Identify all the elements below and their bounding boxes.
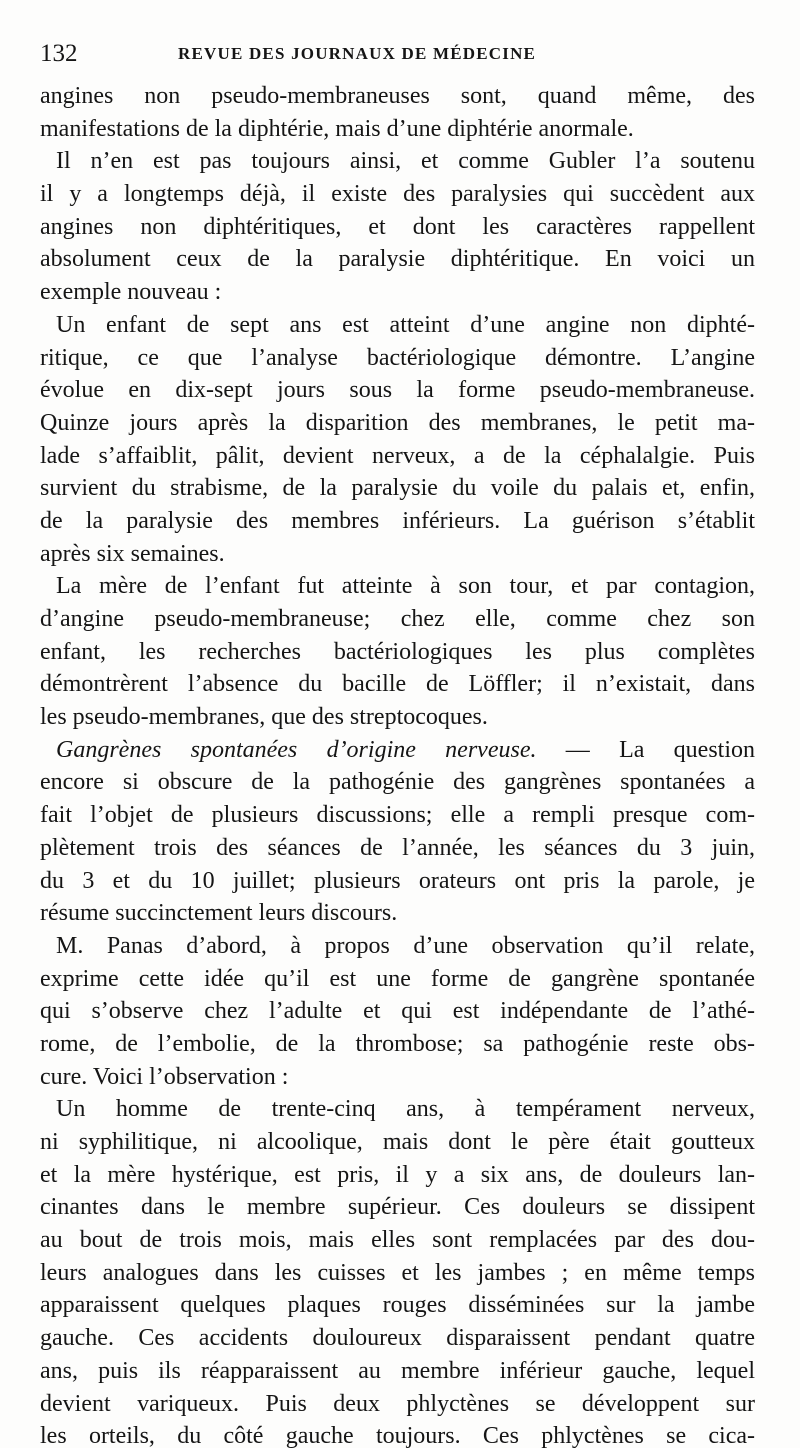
text-line: et la mère hystérique, est pris, il y a six ans, de douleurs lan- bbox=[40, 1161, 755, 1188]
text-line: gauche. Ces accidents douloureux disparaissent pendant quatre bbox=[40, 1325, 755, 1352]
text-line: Il n’en est pas toujours ainsi, et comme Gubler l’a soutenu bbox=[56, 148, 755, 175]
text-line: lade s’affaiblit, pâlit, devient nerveux, a de la céphalalgie. Puis bbox=[40, 442, 755, 469]
text-line: apparaissent quelques plaques rouges disséminées sur la jambe bbox=[40, 1292, 755, 1319]
text-line: d’angine pseudo-membraneuse; chez elle, comme chez son bbox=[40, 606, 755, 632]
section-heading-line bbox=[40, 734, 755, 767]
text-line: encore si obscure de la pathogénie des gangrènes spontanées a bbox=[40, 769, 755, 796]
text-line: exemple nouveau : bbox=[40, 279, 222, 306]
text-line: les orteils, du côté gauche toujours. Ces phlyctènes se cica- bbox=[40, 1423, 755, 1448]
text-line: démontrèrent l’absence du bacille de Löffler; il n’existait, dans bbox=[40, 671, 755, 698]
text-line: après six semaines. bbox=[40, 540, 225, 567]
running-title: REVUE DES JOURNAUX DE MÉDECINE bbox=[178, 44, 537, 63]
text-line: absolument ceux de la paralysie diphtéritique. En voici un bbox=[40, 246, 755, 273]
text-line: angines non diphtéritiques, et dont les caractères rappellent bbox=[40, 213, 755, 240]
text-line: fait l’objet de plusieurs discussions; elle a rempli presque com- bbox=[40, 802, 755, 829]
text-line: résume succinctement leurs discours. bbox=[40, 900, 398, 927]
text-line: au bout de trois mois, mais elles sont remplacées par des dou- bbox=[40, 1227, 755, 1254]
text-line: qui s’observe chez l’adulte et qui est indépendante de l’athé- bbox=[40, 998, 755, 1025]
text-line: Un enfant de sept ans est atteint d’une angine non diphté- bbox=[56, 311, 755, 338]
text-line: cure. Voici l’observation : bbox=[40, 1063, 289, 1090]
text-line: M. Panas d’abord, à propos d’une observation qu’il relate, bbox=[56, 932, 755, 959]
text-line: évolue en dix-sept jours sous la forme pseudo-membraneuse. bbox=[40, 377, 755, 404]
page-number: 132 bbox=[40, 40, 78, 67]
section-heading: Gangrènes spontanées d’origine nerveuse. bbox=[56, 736, 537, 763]
text-line: angines non pseudo-membraneuses sont, quand même, des bbox=[40, 83, 755, 109]
text-line: cinantes dans le membre supérieur. Ces douleurs se dissipent bbox=[40, 1194, 755, 1221]
text-line: Un homme de trente-cinq ans, à tempérament nerveux, bbox=[56, 1096, 755, 1123]
text-line: il y a longtemps déjà, il existe des paralysies qui succèdent aux bbox=[40, 181, 755, 208]
text-line: de la paralysie des membres inférieurs. La guérison s’établit bbox=[40, 507, 755, 534]
text-line: enfant, les recherches bactériologiques les plus complètes bbox=[40, 638, 755, 665]
text-line-fragment: — La question bbox=[565, 736, 755, 763]
text-line: du 3 et du 10 juillet; plusieurs orateurs ont pris la parole, je bbox=[40, 867, 755, 894]
text-line: ritique, ce que l’analyse bactériologique démontre. L’angine bbox=[40, 344, 755, 371]
text-line: survient du strabisme, de la paralysie du voile du palais et, enfin, bbox=[40, 475, 755, 502]
text-line: Quinze jours après la disparition des membranes, le petit ma- bbox=[40, 409, 755, 436]
text-line: plètement trois des séances de l’année, les séances du 3 juin, bbox=[40, 834, 755, 861]
text-line: rome, de l’embolie, de la thrombose; sa pathogénie reste obs- bbox=[40, 1030, 755, 1057]
text-line: La mère de l’enfant fut atteinte à son tour, et par contagion, bbox=[56, 573, 755, 600]
text-line: ans, puis ils réapparaissent au membre inférieur gauche, lequel bbox=[40, 1357, 755, 1384]
text-line: devient variqueux. Puis deux phlyctènes se développent sur bbox=[40, 1390, 755, 1417]
text-line: exprime cette idée qu’il est une forme de gangrène spontanée bbox=[40, 965, 755, 992]
text-line: manifestations de la diphtérie, mais d’une diphtérie anormale. bbox=[40, 115, 634, 142]
body-text bbox=[40, 80, 755, 1448]
text-line: ni syphilitique, ni alcoolique, mais dont le père était goutteux bbox=[40, 1129, 755, 1155]
running-header bbox=[40, 34, 760, 74]
text-line: leurs analogues dans les cuisses et les jambes ; en même temps bbox=[40, 1259, 755, 1286]
text-line: les pseudo-membranes, que des streptocoques. bbox=[40, 704, 488, 731]
